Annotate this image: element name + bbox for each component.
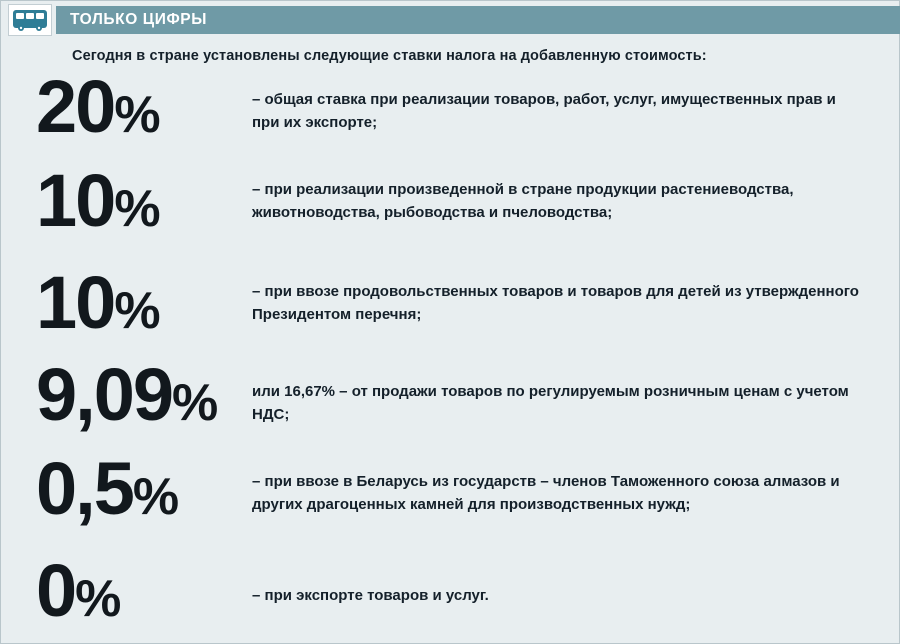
rate-description: – при экспорте товаров и услуг.	[252, 587, 489, 604]
rate-value	[0, 549, 252, 632]
rate-description: – при реализации произведенной в стране продукции растениеводства, животноводства, рыбоводства и пчеловодства;	[252, 181, 794, 222]
percent-sign: %	[172, 374, 218, 432]
rate-description: – при ввозе продовольственных товаров и товаров для детей из утвержденного Президентом перечня;	[252, 283, 859, 324]
rate-value	[0, 65, 252, 148]
list-item	[0, 261, 900, 358]
rate-list	[0, 65, 900, 632]
rate-value	[0, 447, 252, 530]
list-item	[0, 549, 900, 632]
percent-sign: %	[114, 86, 160, 144]
rate-description: – общая ставка при реализации товаров, работ, услуг, имущественных прав и при их экспорте;	[252, 91, 836, 132]
rate-number: 20	[36, 65, 115, 148]
list-item	[0, 159, 900, 270]
percent-sign: %	[132, 468, 179, 526]
list-item	[0, 65, 900, 166]
rate-number: 10	[36, 159, 115, 242]
rate-value	[0, 353, 252, 436]
rate-number: 10	[36, 261, 115, 344]
rate-value	[0, 261, 252, 344]
percent-sign: %	[75, 570, 121, 628]
rate-description: – при ввозе в Беларусь из государств – членов Таможенного союза алмазов и других драгоценных камней для производственных нужд;	[252, 473, 840, 514]
percent-sign: %	[114, 180, 160, 238]
rate-description: или 16,67% – от продажи товаров по регулируемым розничным ценам с учетом НДС;	[252, 383, 849, 424]
subtitle: Сегодня в стране установлены следующие ставки налога на добавленную стоимость:	[72, 48, 707, 64]
list-item	[0, 353, 900, 448]
page-title: ТОЛЬКО ЦИФРЫ	[70, 11, 207, 28]
bus-logo-icon	[12, 8, 48, 32]
header	[0, 0, 900, 40]
rate-number: 9,09	[36, 353, 173, 436]
rate-value	[0, 159, 252, 242]
percent-sign: %	[114, 282, 160, 340]
rate-number: 0,5	[36, 447, 133, 530]
rate-number: 0	[36, 549, 76, 632]
list-item	[0, 448, 900, 552]
